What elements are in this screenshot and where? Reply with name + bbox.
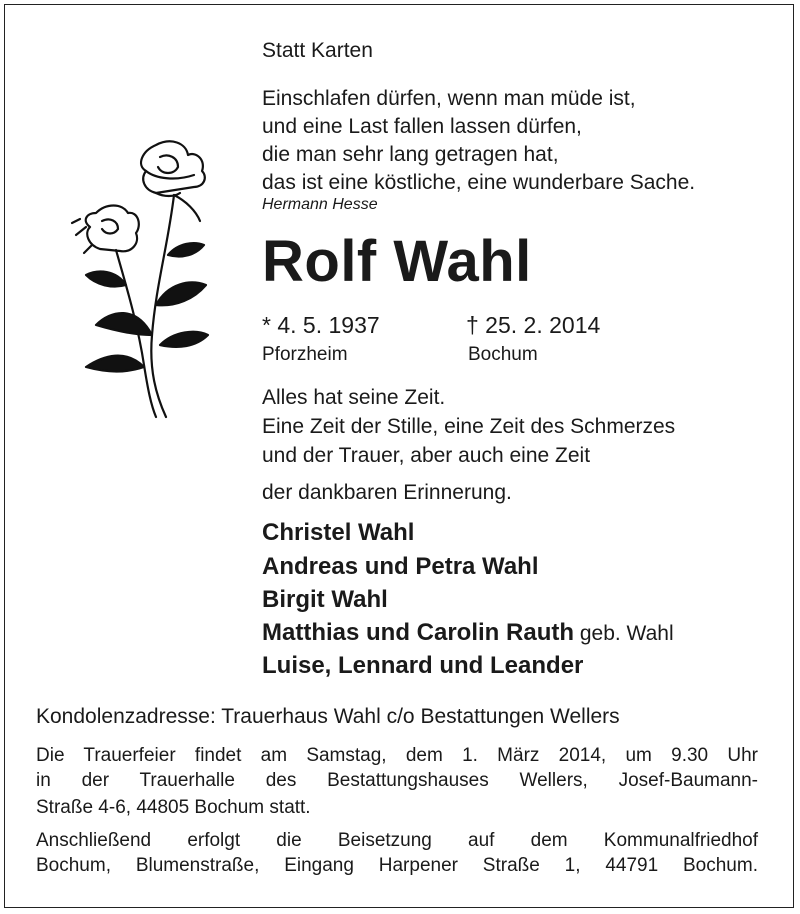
ceremony-line: Anschließend erfolgt die Beisetzung auf dem Kommunalfriedhof xyxy=(36,830,758,851)
deceased-name: Rolf Wahl xyxy=(262,229,532,294)
family-member: Birgit Wahl xyxy=(262,586,388,613)
death-place: Bochum xyxy=(468,344,538,365)
family-member: Matthias und Carolin Rauth geb. Wahl xyxy=(262,619,674,646)
message-line: Eine Zeit der Stille, eine Zeit des Schmerzes xyxy=(262,415,676,438)
message-line: der dankbaren Erinnerung. xyxy=(262,481,512,504)
ceremony-line: Bochum, Blumenstraße, Eingang Harpener Straße 1, 44791 Bochum. xyxy=(36,855,758,876)
message-line: Alles hat seine Zeit. xyxy=(262,386,446,409)
condolence-address: Kondolenzadresse: Trauerhaus Wahl c/o Bestattungen Wellers xyxy=(36,705,620,728)
quote-author: Hermann Hesse xyxy=(262,196,378,213)
ceremony-line: Die Trauerfeier findet am Samstag, dem 1. März 2014, um 9.30 Uhr xyxy=(36,745,758,766)
message-line: und der Trauer, aber auch eine Zeit xyxy=(262,444,591,467)
family-member: Andreas und Petra Wahl xyxy=(262,553,539,580)
birth-date: * 4. 5. 1937 xyxy=(262,312,380,338)
quote-line: die man sehr lang getragen hat, xyxy=(262,143,559,166)
quote-line: das ist eine köstliche, eine wunderbare Sache. xyxy=(262,171,696,194)
family-member: Christel Wahl xyxy=(262,519,415,546)
maiden-name-note: geb. Wahl xyxy=(574,622,674,645)
quote-line: Einschlafen dürfen, wenn man müde ist, xyxy=(262,87,636,110)
death-date: † 25. 2. 2014 xyxy=(466,312,601,338)
quote-line: und eine Last fallen lassen dürfen, xyxy=(262,115,582,138)
ceremony-line: in der Trauerhalle des Bestattungshauses Wellers, Josef-Baumann- xyxy=(36,770,758,791)
birth-place: Pforzheim xyxy=(262,344,348,365)
ceremony-line: Straße 4-6, 44805 Bochum statt. xyxy=(36,797,311,818)
rose-illustration xyxy=(56,135,226,420)
statt-karten: Statt Karten xyxy=(262,39,373,62)
family-member: Luise, Lennard und Leander xyxy=(262,652,584,679)
